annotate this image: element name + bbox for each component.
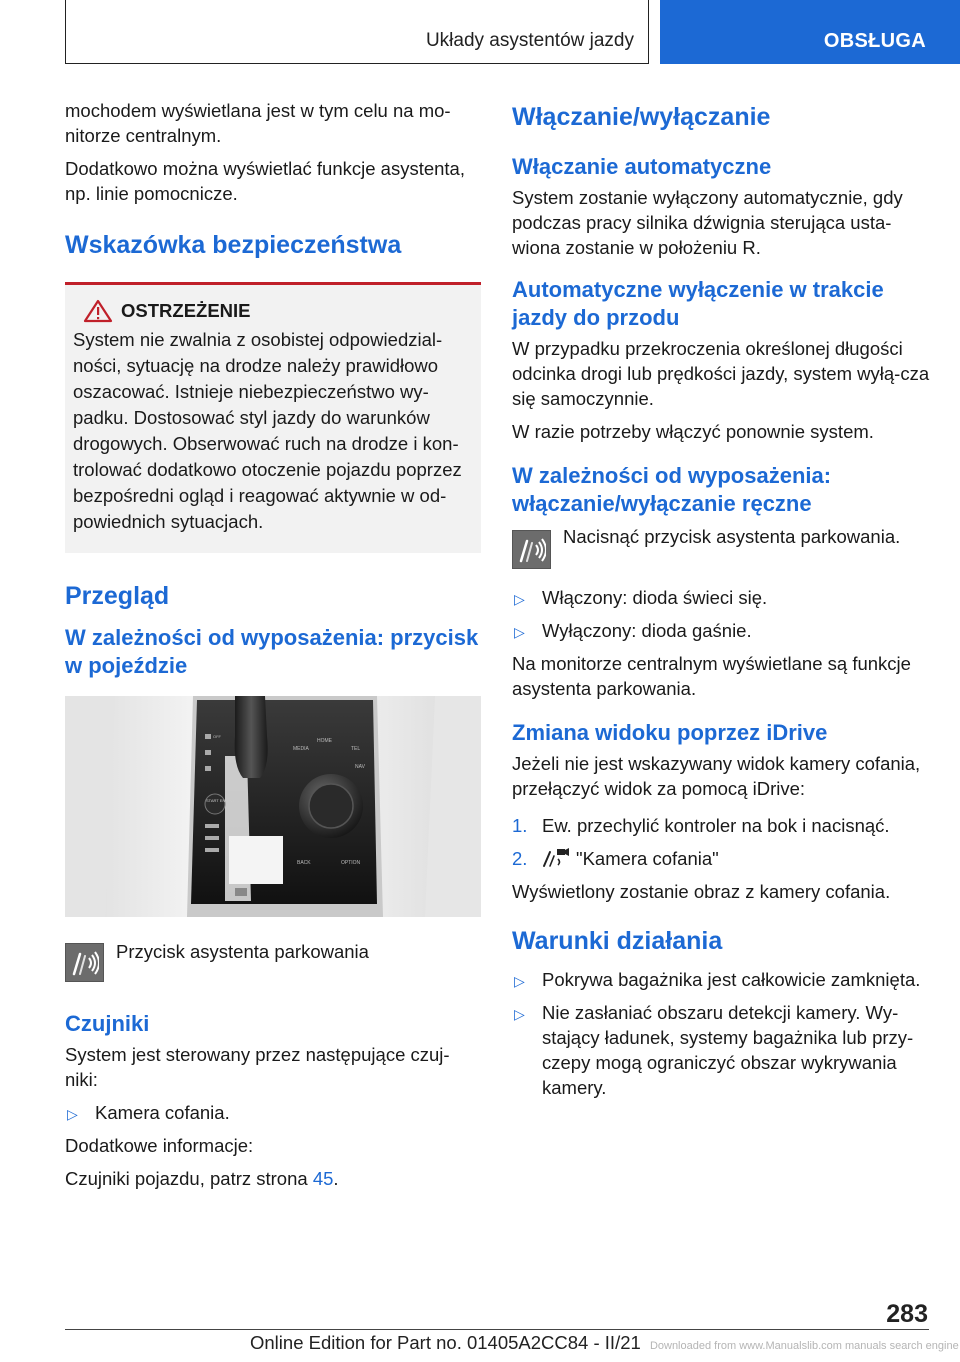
heading-safety: Wskazówka bezpieczeństwa (65, 231, 402, 259)
paragraph: W przypadku przekroczenia określonej długości odcinka drogi lub prędkości jazdy, system wyłą-cza się samoczynnie. (512, 338, 930, 409)
center-console-photo (65, 696, 481, 917)
section-title: Układy asystentów jazdy (425, 30, 634, 51)
paragraph: W razie potrzeby włączyć ponownie system. (512, 421, 874, 442)
watermark: Downloaded from www.Manualslib.com manuals search engine (649, 1340, 959, 1352)
reference-line: Czujniki pojazdu, patrz strona 45. (65, 1168, 339, 1189)
manual-icon-row (512, 526, 932, 569)
park-assist-icon[interactable] (512, 530, 551, 569)
paragraph: mochodem wyświetlana jest w tym celu na mo-nitorze centralnym. (65, 100, 451, 146)
left-column (65, 98, 481, 1199)
conditions-list (512, 967, 932, 1100)
heading-onoff: Włączanie/wyłączanie (512, 103, 771, 131)
park-assist-icon (65, 943, 104, 982)
page-link[interactable]: 45 (312, 1168, 334, 1189)
paragraph: Na monitorze centralnym wyświetlane są funkcje asystenta parkowania. (512, 653, 911, 699)
heading-conditions: Warunki działania (512, 927, 723, 955)
rear-camera-icon (542, 846, 570, 868)
warning-triangle-icon (83, 299, 113, 323)
list-item: ▷ Wyłączony: dioda gaśnie. (514, 620, 752, 641)
footer-divider (65, 1329, 929, 1330)
header-section-box (65, 0, 649, 64)
list-item: 1. Ew. przechylić kontroler na bok i nacisnąć. (512, 815, 890, 836)
list-item: ▷ Włączony: dioda świeci się. (514, 587, 768, 608)
list-item: ▷ Kamera cofania. (67, 1102, 230, 1123)
header-tab[interactable] (660, 0, 960, 64)
heading-manual: W zależności od wyposażenia: włączanie/wyłączanie ręczne (512, 463, 832, 516)
paragraph: Dodatkowe informacje: (65, 1135, 254, 1156)
page-number: 283 (886, 1300, 928, 1328)
paragraph: Jeżeli nie jest wskazywany widok kamery cofania, przełączyć widok za pomocą iDrive: (512, 753, 921, 799)
photo-label-tel: TEL (351, 746, 361, 752)
heading-auto-off: Automatyczne wyłączenie w trakcie jazdy do przodu (512, 277, 884, 330)
icon-caption: Przycisk asystenta parkowania (116, 941, 369, 962)
photo-label-media: MEDIA (293, 746, 309, 752)
tab-label: OBSŁUGA (823, 30, 926, 52)
photo-label-back: BACK (297, 860, 311, 866)
photo-label-option: OPTION (341, 860, 361, 866)
footer (250, 1332, 959, 1354)
list-item: ▷ Nie zasłaniać obszaru detekcji kamery. Wy-stający ładunek, systemy bagażnika lub przy-czepy mogą ograniczyć obszar wykrywania kamery. (514, 1002, 914, 1098)
warning-text: System nie zwalnia z osobistej odpowiedzial-ności, sytuację na drodze należy prawidłowo oszacować. Istnieje niebezpieczeństwo wy-padku. Dostosować styl jazdy do warunków drogowych. Obserwować ruch na drodze i kon-trolować dodatkowo otoczenie pojazdu poprzez bezpośredni ogląd i reagować aktywnie w od-powiednich sytuacjach. (73, 329, 462, 532)
paragraph: Wyświetlony zostanie obraz z kamery cofania. (512, 881, 891, 902)
icon-caption: Nacisnąć przycisk asystenta parkowania. (563, 526, 901, 547)
photo-label-nav: NAV (355, 764, 365, 770)
heading-view: Zmiana widoku poprzez iDrive (512, 720, 828, 745)
heading-auto-on: Włączanie automatyczne (512, 154, 772, 179)
paragraph: Dodatkowo można wyświetlać funkcje asystenta, np. linie pomocnicze. (65, 158, 465, 204)
sensors-list (65, 1100, 481, 1125)
view-steps (512, 813, 932, 871)
photo-label-home: HOME (317, 738, 332, 744)
heading-button: W zależności od wyposażenia: przycisk w pojeździe (65, 625, 479, 678)
photo-label-start: START ENGINE STOP (206, 798, 248, 803)
manual-list (512, 585, 932, 643)
icon-caption-row (65, 943, 481, 982)
warning-label: OSTRZEŻENIE (121, 300, 251, 321)
list-item: ▷ Pokrywa bagażnika jest całkowicie zamknięta. (514, 969, 921, 990)
right-column (512, 102, 932, 1108)
heading-sensors: Czujniki (65, 1011, 150, 1036)
photo-label-off: OFF (213, 734, 221, 739)
warning-header (73, 299, 473, 323)
list-item: 2. "Kamera cofania" (512, 848, 719, 869)
paragraph: System zostanie wyłączony automatycznie, gdy podczas pracy silnika dźwignia sterująca usta-wiona zostanie w położeniu R. (512, 187, 903, 258)
warning-box (65, 282, 481, 553)
heading-overview: Przegląd (65, 582, 170, 610)
edition-text: Online Edition for Part no. 01405A2CC84 - II/21 (250, 1332, 641, 1353)
paragraph: System jest sterowany przez następujące czuj-niki: (65, 1044, 450, 1090)
